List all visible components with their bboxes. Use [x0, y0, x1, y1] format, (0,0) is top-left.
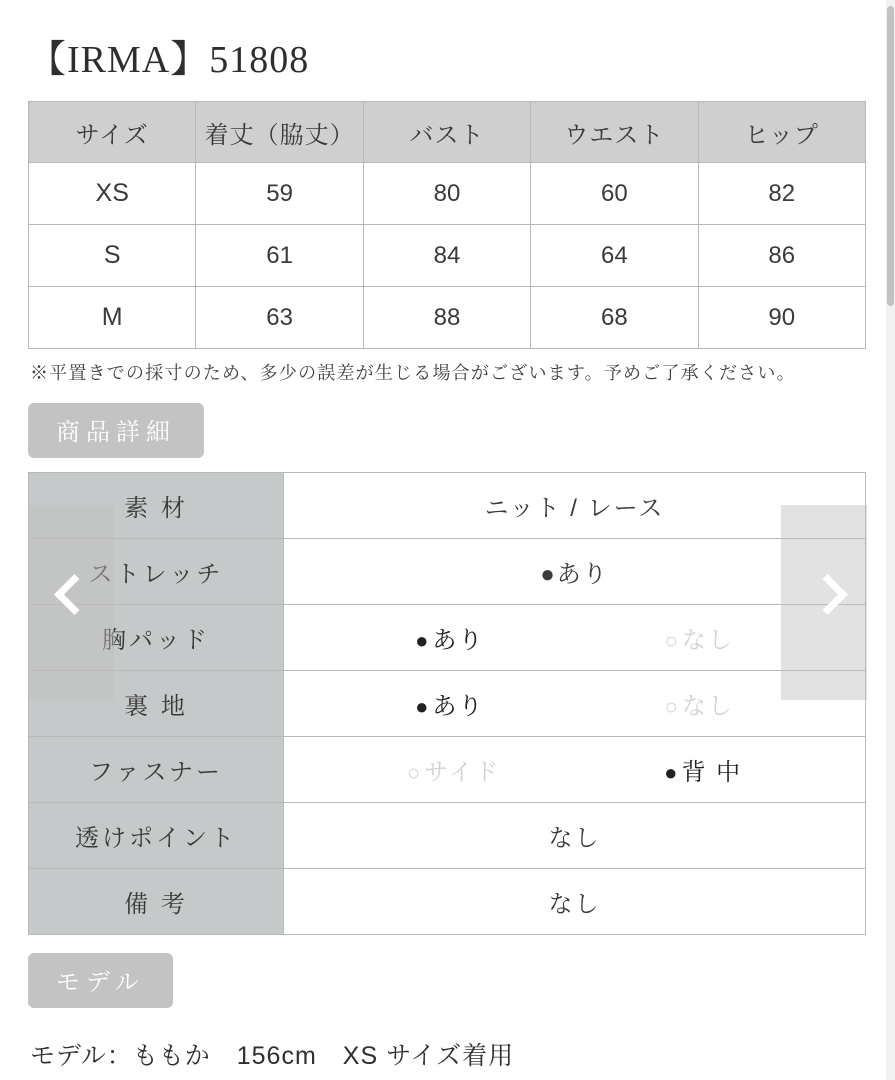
size-table-header-row	[29, 102, 866, 163]
detail-option-selected	[415, 686, 484, 721]
detail-option-label: なし	[681, 627, 734, 654]
filled-circle-icon: ●	[664, 760, 680, 785]
chevron-right-icon	[807, 572, 841, 634]
detail-value-text: ニット / レース	[484, 495, 665, 522]
detail-label: 裏 地	[29, 671, 284, 737]
size-table-header-cell: バスト	[363, 102, 530, 163]
detail-value	[284, 737, 866, 803]
size-table-header-cell: ウエスト	[531, 102, 698, 163]
bust-cell: 88	[363, 287, 530, 349]
scrollbar-thumb[interactable]	[887, 6, 894, 306]
table-row	[29, 473, 866, 539]
detail-value-text: ●あり	[540, 561, 609, 588]
size-cell: XS	[29, 163, 196, 225]
bust-cell: 84	[363, 225, 530, 287]
detail-option-label: あり	[432, 693, 485, 720]
detail-label: 備 考	[29, 869, 284, 935]
size-table-header-cell: ヒップ	[698, 102, 865, 163]
waist-cell: 64	[531, 225, 698, 287]
table-row	[29, 803, 866, 869]
carousel-next-button[interactable]	[781, 505, 867, 700]
detail-option-unselected	[665, 686, 734, 721]
detail-option-selected	[664, 752, 742, 787]
section-heading-product-detail: 商品詳細	[28, 403, 204, 458]
waist-cell: 68	[531, 287, 698, 349]
length-cell: 61	[196, 225, 363, 287]
bust-cell: 80	[363, 163, 530, 225]
detail-label: ファスナー	[29, 737, 284, 803]
detail-value-text: なし	[548, 825, 601, 852]
detail-value	[284, 869, 866, 935]
length-cell: 59	[196, 163, 363, 225]
detail-label: 胸パッド	[29, 605, 284, 671]
detail-label: 素 材	[29, 473, 284, 539]
detail-option-row	[285, 620, 864, 655]
filled-circle-icon: ●	[415, 628, 431, 653]
detail-option-row	[285, 686, 864, 721]
detail-value	[284, 473, 866, 539]
model-info-text: モデル：ももか 156cm XS サイズ着用	[30, 1042, 515, 1070]
detail-value	[284, 605, 866, 671]
carousel-prev-button[interactable]	[28, 505, 114, 700]
size-table-head	[29, 102, 866, 163]
detail-option-unselected	[665, 620, 734, 655]
table-row	[29, 539, 866, 605]
detail-value	[284, 671, 866, 737]
detail-option-row	[285, 752, 864, 787]
table-row	[29, 737, 866, 803]
table-row	[29, 163, 866, 225]
measurement-note: ※平置きでの採寸のため、多少の誤差が生じる場合がございます。予めご了承ください。	[30, 363, 796, 383]
detail-option-label: サイド	[424, 759, 501, 786]
detail-option-selected	[415, 620, 484, 655]
detail-option-label: なし	[681, 693, 734, 720]
filled-circle-icon: ●	[415, 694, 431, 719]
empty-circle-icon: ○	[406, 760, 423, 785]
hip-cell: 90	[698, 287, 865, 349]
size-cell: M	[29, 287, 196, 349]
detail-value	[284, 803, 866, 869]
table-row	[29, 671, 866, 737]
table-row	[29, 225, 866, 287]
length-cell: 63	[196, 287, 363, 349]
size-table	[28, 101, 866, 349]
hip-cell: 86	[698, 225, 865, 287]
detail-label: ストレッチ	[29, 539, 284, 605]
detail-label: 透けポイント	[29, 803, 284, 869]
page-title: 【IRMA】51808	[28, 39, 310, 81]
section-heading-model: モデル	[28, 953, 173, 1008]
size-table-body	[29, 163, 866, 349]
size-table-header-cell: 着丈（脇丈）	[196, 102, 363, 163]
detail-value-text: なし	[548, 891, 601, 918]
detail-option-label: あり	[432, 627, 485, 654]
empty-circle-icon: ○	[664, 628, 680, 653]
table-row	[29, 287, 866, 349]
detail-option-unselected	[407, 752, 501, 787]
size-cell: S	[29, 225, 196, 287]
page-scrollbar[interactable]	[886, 0, 895, 1080]
size-table-header-cell: サイズ	[29, 102, 196, 163]
table-row	[29, 605, 866, 671]
table-row	[29, 869, 866, 935]
empty-circle-icon: ○	[664, 694, 680, 719]
detail-table-body	[29, 473, 866, 935]
chevron-left-icon	[54, 572, 88, 634]
detail-option-label: 背 中	[681, 759, 743, 786]
hip-cell: 82	[698, 163, 865, 225]
detail-table	[28, 472, 866, 935]
detail-value	[284, 539, 866, 605]
waist-cell: 60	[531, 163, 698, 225]
